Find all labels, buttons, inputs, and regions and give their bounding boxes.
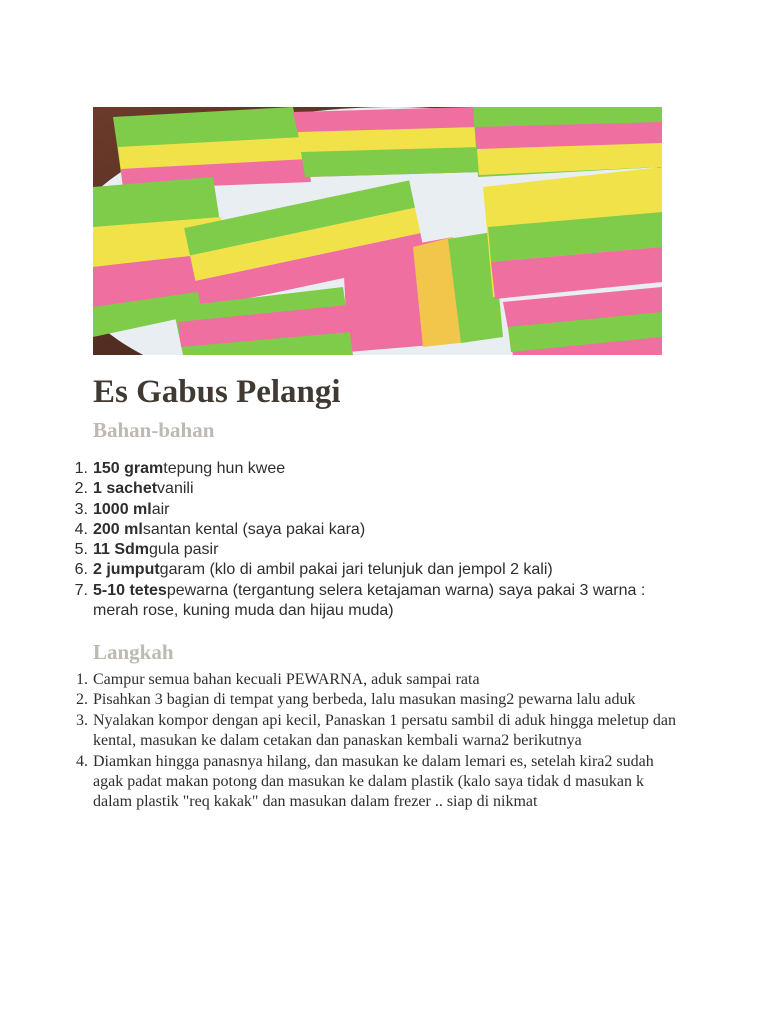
- ingredient-item: [66, 520, 686, 540]
- step-text: Nyalakan kompor dengan api kecil, Panaskan 1 persatu sambil di aduk hingga meletup dan kental, masukan ke dalam cetakan dan panaskan kembali warna2 berikutnya: [93, 711, 676, 750]
- ingredient-item: [66, 560, 686, 580]
- ingredient-item: [66, 581, 686, 622]
- ingredient-name: garam (klo di ambil pakai jari telunjuk dan jempol 2 kali): [159, 561, 553, 579]
- step-item: [66, 752, 686, 813]
- ingredient-item: [66, 459, 686, 479]
- step-number: 4.: [76, 752, 88, 770]
- ingredient-amount: 150 gram: [93, 460, 164, 477]
- ingredient-item: [66, 540, 686, 560]
- ingredients-heading: Bahan-bahan: [93, 418, 215, 442]
- step-number: 1.: [76, 671, 88, 688]
- ingredient-item: [66, 500, 686, 520]
- ingredient-number: 6.: [74, 561, 88, 579]
- step-number: 3.: [76, 711, 88, 729]
- ingredient-name: tepung hun kwee: [163, 460, 286, 477]
- ingredient-number: 7.: [74, 581, 88, 599]
- steps-heading: Langkah: [93, 640, 174, 664]
- ingredient-list: [66, 459, 686, 621]
- step-item: [66, 670, 686, 690]
- ingredient-name: vanili: [157, 480, 194, 498]
- ingredient-amount: 11 Sdm: [93, 541, 150, 559]
- ingredient-name: gula pasir: [149, 541, 219, 559]
- ingredient-name: santan kental (saya pakai kara): [142, 520, 366, 538]
- ingredient-amount: 1000 ml: [93, 500, 152, 518]
- step-text: Pisahkan 3 bagian di tempat yang berbeda, lalu masukan masing2 pewarna lalu aduk: [93, 691, 636, 709]
- rainbow-cake-image: [93, 107, 662, 355]
- ingredient-amount: 2 jumput: [93, 561, 160, 579]
- recipe-title: Es Gabus Pelangi: [93, 374, 341, 410]
- ingredient-amount: 1 sachet: [93, 480, 158, 498]
- step-list: [66, 670, 686, 813]
- ingredient-number: 1.: [74, 460, 88, 477]
- step-text: Campur semua bahan kecuali PEWARNA, aduk sampai rata: [93, 671, 480, 688]
- ingredient-number: 3.: [74, 500, 88, 518]
- ingredient-amount: 5-10 tetes: [93, 581, 167, 599]
- step-item: [66, 711, 686, 752]
- ingredient-name: air: [151, 500, 170, 518]
- step-text: Diamkan hingga panasnya hilang, dan masukan ke dalam lemari es, setelah kira2 sudah agak padat makan potong dan masukan ke dalam plastik (kalo saya tidak d masukan k dalam plastik "req kakak" dan masukan dalam frezer .. siap di nikmat: [93, 752, 654, 811]
- ingredient-amount: 200 ml: [93, 520, 143, 538]
- ingredient-number: 4.: [74, 520, 88, 538]
- ingredient-number: 5.: [74, 541, 88, 559]
- step-item: [66, 690, 686, 710]
- step-number: 2.: [76, 691, 88, 709]
- recipe-photo: [93, 107, 662, 355]
- ingredient-name: pewarna (tergantung selera ketajaman warna) saya pakai 3 warna : merah rose, kuning muda dan hijau muda): [93, 581, 646, 620]
- ingredient-number: 2.: [74, 480, 88, 498]
- ingredient-item: [66, 479, 686, 499]
